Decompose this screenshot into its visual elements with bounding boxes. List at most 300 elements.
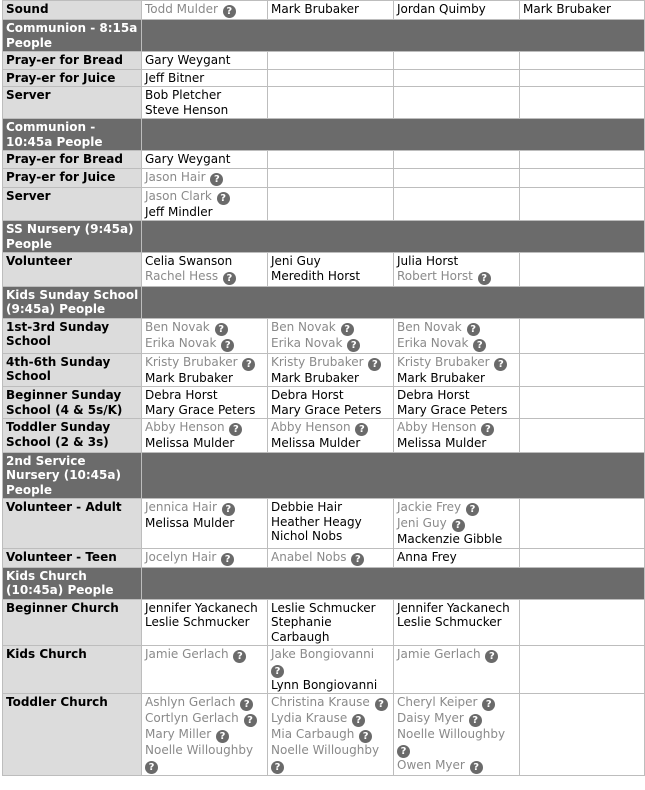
role-row-beginner-sunday-school-4-5s-k xyxy=(3,387,645,419)
volunteer-name-pending[interactable] xyxy=(271,647,391,678)
question-mark-icon[interactable]: ? xyxy=(215,323,228,336)
volunteer-name-text: Abby Henson xyxy=(271,420,351,434)
volunteer-name-pending[interactable] xyxy=(145,170,265,186)
assignment-cell-date-1 xyxy=(142,1,268,20)
volunteer-name[interactable] xyxy=(145,371,265,386)
assignment-cell-date-1 xyxy=(142,253,268,287)
question-mark-icon[interactable]: ? xyxy=(355,423,368,436)
assignment-cell-date-4 xyxy=(520,548,645,567)
volunteer-name-text: Jennica Hair xyxy=(145,500,217,514)
volunteer-name-pending[interactable] xyxy=(397,336,517,352)
section-header-row xyxy=(3,286,645,318)
volunteer-name[interactable] xyxy=(145,103,265,118)
volunteer-name-text: Mark Brubaker xyxy=(271,2,359,16)
assignment-cell-date-3 xyxy=(394,253,520,287)
role-label: Pray-er for Bread xyxy=(3,52,142,70)
question-mark-icon[interactable]: ? xyxy=(210,173,223,186)
question-mark-icon[interactable]: ? xyxy=(351,553,364,566)
volunteer-name[interactable] xyxy=(397,550,517,565)
assignment-cell-date-4 xyxy=(520,1,645,20)
assignment-cell-date-1 xyxy=(142,353,268,387)
volunteer-name-text: Kristy Brubaker xyxy=(271,354,364,369)
volunteer-name-pending[interactable] xyxy=(145,647,265,663)
volunteer-name[interactable] xyxy=(145,388,265,403)
volunteer-name-text: Julia Horst xyxy=(397,254,459,268)
volunteer-name-text: Jamie Gerlach xyxy=(397,647,481,661)
section-header-row xyxy=(3,119,645,151)
question-mark-icon[interactable]: ? xyxy=(470,761,483,774)
role-label: Sound xyxy=(3,1,142,20)
volunteer-name-text: Mary Grace Peters xyxy=(271,402,382,417)
assignment-cell-date-3 xyxy=(394,499,520,549)
section-header-row xyxy=(3,452,645,499)
volunteer-name[interactable] xyxy=(145,516,265,531)
volunteer-name-text: Ben Novak xyxy=(271,319,336,334)
assignment-cell-date-3 xyxy=(394,151,520,169)
volunteer-name[interactable] xyxy=(397,403,517,418)
role-label: Volunteer xyxy=(3,253,142,287)
assignment-cell-date-2 xyxy=(268,168,394,187)
question-mark-icon[interactable]: ? xyxy=(494,358,507,371)
volunteer-name[interactable] xyxy=(145,254,265,269)
volunteer-name-text: Nichol Nobs xyxy=(271,529,343,543)
volunteer-name-text: Stephanie Carbaugh xyxy=(271,615,332,644)
question-mark-icon[interactable]: ? xyxy=(347,339,360,352)
volunteer-name-text: Cortlyn Gerlach xyxy=(145,711,239,725)
volunteer-name-text: Melissa Mulder xyxy=(397,436,487,450)
question-mark-icon[interactable]: ? xyxy=(221,553,234,566)
volunteer-name-text: Jeff Bitner xyxy=(145,70,205,85)
assignment-cell-date-4 xyxy=(520,187,645,221)
volunteer-name-text: Owen Myer xyxy=(397,757,465,772)
assignment-cell-date-4 xyxy=(520,646,645,694)
volunteer-name-text: Jake Bongiovanni xyxy=(271,647,375,661)
volunteer-name-pending[interactable] xyxy=(271,320,391,336)
assignment-cell-date-4 xyxy=(520,69,645,87)
volunteer-name-text: Leslie Schmucker xyxy=(145,615,250,629)
question-mark-icon[interactable]: ? xyxy=(375,698,388,711)
volunteer-name[interactable] xyxy=(271,371,391,386)
volunteer-name-text: Todd Mulder xyxy=(145,2,218,16)
volunteer-name-pending[interactable] xyxy=(397,695,517,711)
volunteer-name-text: Daisy Myer xyxy=(397,711,464,725)
volunteer-name-pending[interactable] xyxy=(397,355,517,371)
volunteer-name-pending[interactable] xyxy=(271,550,391,566)
volunteer-name-pending[interactable] xyxy=(271,711,391,727)
assignment-cell-date-3 xyxy=(394,353,520,387)
role-label: Pray-er for Bread xyxy=(3,151,142,169)
question-mark-icon[interactable]: ? xyxy=(222,503,235,516)
volunteer-name-text: Jennifer Yackanech xyxy=(397,600,510,615)
assignment-cell-date-1 xyxy=(142,646,268,694)
volunteer-schedule-table xyxy=(2,0,645,776)
section-title: Communion - 10:45a People xyxy=(3,119,142,151)
assignment-cell-date-3 xyxy=(394,52,520,70)
volunteer-name-text: Melissa Mulder xyxy=(145,436,235,450)
volunteer-name-text: Gary Weygant xyxy=(145,152,231,166)
volunteer-name-pending[interactable] xyxy=(397,420,517,436)
assignment-cell-date-4 xyxy=(520,151,645,169)
assignment-cell-date-1 xyxy=(142,151,268,169)
volunteer-name-pending[interactable] xyxy=(145,189,265,205)
role-row-volunteer xyxy=(3,253,645,287)
question-mark-icon[interactable]: ? xyxy=(216,730,229,743)
volunteer-name-text: Jocelyn Hair xyxy=(145,549,217,564)
volunteer-name[interactable] xyxy=(271,601,391,616)
section-title: Kids Sunday School (9:45a) People xyxy=(3,286,142,318)
volunteer-name-text: Mary Grace Peters xyxy=(397,402,508,417)
question-mark-icon[interactable]: ? xyxy=(271,761,284,774)
assignment-cell-date-2 xyxy=(268,52,394,70)
volunteer-name-pending[interactable] xyxy=(397,500,517,516)
question-mark-icon[interactable]: ? xyxy=(223,5,236,18)
assignment-cell-date-3 xyxy=(394,387,520,419)
assignment-cell-date-1 xyxy=(142,548,268,567)
volunteer-name[interactable] xyxy=(271,269,391,284)
volunteer-name-text: Jeff Mindler xyxy=(145,204,213,219)
question-mark-icon[interactable]: ? xyxy=(240,698,253,711)
volunteer-name-text: Ben Novak xyxy=(397,319,462,334)
volunteer-name[interactable] xyxy=(397,371,517,386)
assignment-cell-date-4 xyxy=(520,353,645,387)
assignment-cell-date-2 xyxy=(268,387,394,419)
volunteer-name-text: Celia Swanson xyxy=(145,254,233,268)
volunteer-name[interactable] xyxy=(271,515,391,530)
volunteer-name[interactable] xyxy=(145,601,265,616)
volunteer-name[interactable] xyxy=(271,403,391,418)
role-row-pray-er-for-juice xyxy=(3,69,645,87)
volunteer-name-text: Meredith Horst xyxy=(271,268,361,283)
volunteer-name-text: Mia Carbaugh xyxy=(271,727,355,741)
section-header-fill xyxy=(142,119,645,151)
volunteer-name-text: Debra Horst xyxy=(271,388,344,402)
assignment-cell-date-2 xyxy=(268,1,394,20)
volunteer-name-text: Mark Brubaker xyxy=(397,370,485,385)
volunteer-name-text: Christina Krause xyxy=(271,695,370,709)
role-label: Server xyxy=(3,87,142,119)
volunteer-name-pending[interactable] xyxy=(271,695,391,711)
volunteer-name-text: Jeni Guy xyxy=(271,254,321,268)
volunteer-name-text: Lydia Krause xyxy=(271,711,348,725)
assignment-cell-date-4 xyxy=(520,168,645,187)
role-row-beginner-church xyxy=(3,599,645,646)
assignment-cell-date-4 xyxy=(520,387,645,419)
volunteer-name-text: Melissa Mulder xyxy=(271,436,361,450)
question-mark-icon[interactable]: ? xyxy=(242,358,255,371)
role-label: Beginner Church xyxy=(3,599,142,646)
question-mark-icon[interactable]: ? xyxy=(229,423,242,436)
volunteer-name-pending[interactable] xyxy=(145,711,265,727)
section-header-fill xyxy=(142,452,645,499)
volunteer-name[interactable] xyxy=(271,388,391,403)
question-mark-icon[interactable]: ? xyxy=(221,339,234,352)
volunteer-name[interactable] xyxy=(523,2,642,17)
question-mark-icon[interactable]: ? xyxy=(481,423,494,436)
volunteer-name-pending[interactable] xyxy=(397,320,517,336)
volunteer-name[interactable] xyxy=(145,71,265,86)
question-mark-icon[interactable]: ? xyxy=(145,761,158,774)
role-row-server xyxy=(3,187,645,221)
question-mark-icon[interactable]: ? xyxy=(466,503,479,516)
assignment-cell-date-1 xyxy=(142,168,268,187)
volunteer-name-pending[interactable] xyxy=(271,420,391,436)
role-label: Server xyxy=(3,187,142,221)
question-mark-icon[interactable]: ? xyxy=(452,519,465,532)
volunteer-name-text: Cheryl Keiper xyxy=(397,695,478,709)
assignment-cell-date-2 xyxy=(268,318,394,353)
volunteer-name-text: Jeni Guy xyxy=(397,516,447,530)
volunteer-name[interactable] xyxy=(271,254,391,269)
volunteer-name-pending[interactable] xyxy=(145,420,265,436)
volunteer-name[interactable] xyxy=(397,388,517,403)
section-title: SS Nursery (9:45a) People xyxy=(3,221,142,253)
role-label: Volunteer - Adult xyxy=(3,499,142,549)
role-label: Toddler Church xyxy=(3,694,142,776)
role-row-pray-er-for-juice xyxy=(3,168,645,187)
assignment-cell-date-3 xyxy=(394,548,520,567)
section-header-fill xyxy=(142,221,645,253)
role-label: 1st-3rd Sunday School xyxy=(3,318,142,353)
volunteer-name-text: Debra Horst xyxy=(145,388,218,402)
volunteer-name-text: Noelle Willoughby xyxy=(397,727,506,741)
assignment-cell-date-1 xyxy=(142,318,268,353)
question-mark-icon[interactable]: ? xyxy=(244,714,257,727)
volunteer-name-text: Mary Miller xyxy=(145,727,212,741)
volunteer-name-text: Mark Brubaker xyxy=(145,370,233,385)
volunteer-name[interactable] xyxy=(145,88,265,103)
assignment-cell-date-3 xyxy=(394,646,520,694)
volunteer-name[interactable] xyxy=(271,500,391,515)
assignment-cell-date-3 xyxy=(394,168,520,187)
question-mark-icon[interactable]: ? xyxy=(233,650,246,663)
assignment-cell-date-4 xyxy=(520,419,645,453)
volunteer-name-text: Debbie Hair xyxy=(271,500,343,514)
assignment-cell-date-4 xyxy=(520,499,645,549)
volunteer-name-pending[interactable] xyxy=(145,336,265,352)
assignment-cell-date-4 xyxy=(520,599,645,646)
section-title: Communion - 8:15a People xyxy=(3,20,142,52)
question-mark-icon[interactable]: ? xyxy=(217,192,230,205)
assignment-cell-date-1 xyxy=(142,499,268,549)
assignment-cell-date-2 xyxy=(268,87,394,119)
volunteer-name[interactable] xyxy=(145,403,265,418)
question-mark-icon[interactable]: ? xyxy=(478,272,491,285)
assignment-cell-date-1 xyxy=(142,52,268,70)
assignment-cell-date-2 xyxy=(268,151,394,169)
role-row-sound xyxy=(3,1,645,20)
volunteer-name-text: Mary Grace Peters xyxy=(145,402,256,417)
section-header-row xyxy=(3,221,645,253)
assignment-cell-date-1 xyxy=(142,187,268,221)
question-mark-icon[interactable]: ? xyxy=(352,714,365,727)
volunteer-name-text: Ben Novak xyxy=(145,319,210,334)
role-label: 4th-6th Sunday School xyxy=(3,353,142,387)
question-mark-icon[interactable]: ? xyxy=(485,650,498,663)
volunteer-name-text: Leslie Schmucker xyxy=(397,615,502,629)
assignment-cell-date-3 xyxy=(394,694,520,776)
role-row-1st-3rd-sunday-school xyxy=(3,318,645,353)
assignment-cell-date-4 xyxy=(520,52,645,70)
assignment-cell-date-2 xyxy=(268,419,394,453)
volunteer-name-text: Jennifer Yackanech xyxy=(145,600,258,615)
question-mark-icon[interactable]: ? xyxy=(271,665,284,678)
role-label: Pray-er for Juice xyxy=(3,69,142,87)
question-mark-icon[interactable]: ? xyxy=(223,272,236,285)
volunteer-name-text: Mackenzie Gibble xyxy=(397,532,503,546)
assignment-cell-date-3 xyxy=(394,419,520,453)
role-label: Kids Church xyxy=(3,646,142,694)
assignment-cell-date-2 xyxy=(268,353,394,387)
volunteer-name-text: Anna Frey xyxy=(397,549,457,564)
volunteer-name-text: Erika Novak xyxy=(271,335,343,350)
assignment-cell-date-2 xyxy=(268,548,394,567)
role-label: Beginner Sunday School (4 & 5s/K) xyxy=(3,387,142,419)
volunteer-name-text: Mark Brubaker xyxy=(523,2,611,16)
volunteer-name-text: Heather Heagy xyxy=(271,514,362,529)
section-header-fill xyxy=(142,20,645,52)
volunteer-name-text: Bob Pletcher xyxy=(145,88,222,102)
volunteer-name[interactable] xyxy=(397,254,517,269)
volunteer-name-pending[interactable] xyxy=(397,647,517,663)
volunteer-name[interactable] xyxy=(271,678,391,693)
volunteer-name-text: Abby Henson xyxy=(397,420,477,434)
assignment-cell-date-1 xyxy=(142,87,268,119)
question-mark-icon[interactable]: ? xyxy=(467,323,480,336)
assignment-cell-date-3 xyxy=(394,69,520,87)
volunteer-name-text: Melissa Mulder xyxy=(145,516,235,530)
assignment-cell-date-4 xyxy=(520,253,645,287)
role-row-pray-er-for-bread xyxy=(3,151,645,169)
volunteer-name-text: Jamie Gerlach xyxy=(145,647,229,661)
volunteer-name-pending[interactable] xyxy=(145,2,265,18)
role-label: Toddler Sunday School (2 & 3s) xyxy=(3,419,142,453)
assignment-cell-date-2 xyxy=(268,69,394,87)
volunteer-name-pending[interactable] xyxy=(271,336,391,352)
question-mark-icon[interactable]: ? xyxy=(341,323,354,336)
volunteer-name-text: Noelle Willoughby xyxy=(145,743,254,757)
assignment-cell-date-1 xyxy=(142,69,268,87)
section-header-fill xyxy=(142,286,645,318)
volunteer-name-text: Debra Horst xyxy=(397,388,470,402)
section-title: 2nd Service Nursery (10:45a) People xyxy=(3,452,142,499)
assignment-cell-date-2 xyxy=(268,694,394,776)
volunteer-name-text: Mark Brubaker xyxy=(271,370,359,385)
volunteer-name[interactable] xyxy=(397,532,517,547)
volunteer-name-text: Rachel Hess xyxy=(145,268,219,283)
role-row-4th-6th-sunday-school xyxy=(3,353,645,387)
volunteer-name-text: Jason Clark xyxy=(145,188,212,203)
assignment-cell-date-2 xyxy=(268,599,394,646)
volunteer-name-pending[interactable] xyxy=(145,320,265,336)
volunteer-name-text: Jason Hair xyxy=(145,169,206,184)
role-row-pray-er-for-bread xyxy=(3,52,645,70)
section-title: Kids Church (10:45a) People xyxy=(3,567,142,599)
volunteer-name[interactable] xyxy=(271,615,391,644)
volunteer-name-pending[interactable] xyxy=(145,269,265,285)
volunteer-name-pending[interactable] xyxy=(145,743,265,774)
volunteer-name-pending[interactable] xyxy=(145,727,265,743)
volunteer-name[interactable] xyxy=(397,2,517,17)
volunteer-name[interactable] xyxy=(145,615,265,630)
role-row-volunteer-teen xyxy=(3,548,645,567)
role-row-server xyxy=(3,87,645,119)
assignment-cell-date-1 xyxy=(142,599,268,646)
volunteer-name-pending[interactable] xyxy=(145,695,265,711)
role-row-toddler-church xyxy=(3,694,645,776)
volunteer-name-text: Robert Horst xyxy=(397,268,473,283)
assignment-cell-date-1 xyxy=(142,419,268,453)
assignment-cell-date-3 xyxy=(394,87,520,119)
volunteer-name[interactable] xyxy=(145,152,265,167)
volunteer-name[interactable] xyxy=(397,615,517,630)
volunteer-name-text: Leslie Schmucker xyxy=(271,600,376,615)
section-header-row xyxy=(3,20,645,52)
volunteer-name-text: Gary Weygant xyxy=(145,53,231,67)
volunteer-name[interactable] xyxy=(145,436,265,451)
volunteer-name-pending[interactable] xyxy=(271,355,391,371)
volunteer-name-pending[interactable] xyxy=(145,355,265,371)
assignment-cell-date-3 xyxy=(394,599,520,646)
volunteer-name-text: Jackie Frey xyxy=(397,500,462,514)
assignment-cell-date-2 xyxy=(268,187,394,221)
question-mark-icon[interactable]: ? xyxy=(359,730,372,743)
assignment-cell-date-4 xyxy=(520,694,645,776)
volunteer-name[interactable] xyxy=(397,436,517,451)
question-mark-icon[interactable]: ? xyxy=(397,745,410,758)
volunteer-name[interactable] xyxy=(145,53,265,68)
volunteer-name-pending[interactable] xyxy=(397,516,517,532)
volunteer-name[interactable] xyxy=(397,601,517,616)
assignment-cell-date-4 xyxy=(520,318,645,353)
assignment-cell-date-2 xyxy=(268,253,394,287)
volunteer-name-text: Noelle Willoughby xyxy=(271,743,380,757)
volunteer-name-pending[interactable] xyxy=(397,711,517,727)
assignment-cell-date-2 xyxy=(268,499,394,549)
volunteer-name-text: Abby Henson xyxy=(145,420,225,434)
volunteer-name[interactable] xyxy=(271,529,391,544)
role-row-toddler-sunday-school-2-3s xyxy=(3,419,645,453)
question-mark-icon[interactable]: ? xyxy=(368,358,381,371)
volunteer-name-pending[interactable] xyxy=(397,269,517,285)
volunteer-name-text: Erika Novak xyxy=(145,335,217,350)
volunteer-name-text: Anabel Nobs xyxy=(271,549,347,564)
volunteer-name[interactable] xyxy=(145,205,265,220)
role-label: Pray-er for Juice xyxy=(3,168,142,187)
volunteer-name-text: Steve Henson xyxy=(145,102,229,117)
volunteer-name-pending[interactable] xyxy=(397,727,517,758)
volunteer-name-pending[interactable] xyxy=(271,727,391,743)
volunteer-name[interactable] xyxy=(271,2,391,17)
section-header-row xyxy=(3,567,645,599)
question-mark-icon[interactable]: ? xyxy=(469,714,482,727)
role-row-kids-church xyxy=(3,646,645,694)
volunteer-name-pending[interactable] xyxy=(271,743,391,774)
role-row-volunteer-adult xyxy=(3,499,645,549)
assignment-cell-date-3 xyxy=(394,318,520,353)
question-mark-icon[interactable]: ? xyxy=(482,698,495,711)
volunteer-name-pending[interactable] xyxy=(145,550,265,566)
volunteer-name[interactable] xyxy=(271,436,391,451)
volunteer-name-text: Lynn Bongiovanni xyxy=(271,677,378,692)
volunteer-name-pending[interactable] xyxy=(397,758,517,774)
volunteer-name-pending[interactable] xyxy=(145,500,265,516)
assignment-cell-date-3 xyxy=(394,1,520,20)
schedule-body xyxy=(3,1,645,776)
volunteer-name-text: Kristy Brubaker xyxy=(397,354,490,369)
volunteer-name-text: Jordan Quimby xyxy=(397,2,486,16)
question-mark-icon[interactable]: ? xyxy=(473,339,486,352)
assignment-cell-date-1 xyxy=(142,387,268,419)
